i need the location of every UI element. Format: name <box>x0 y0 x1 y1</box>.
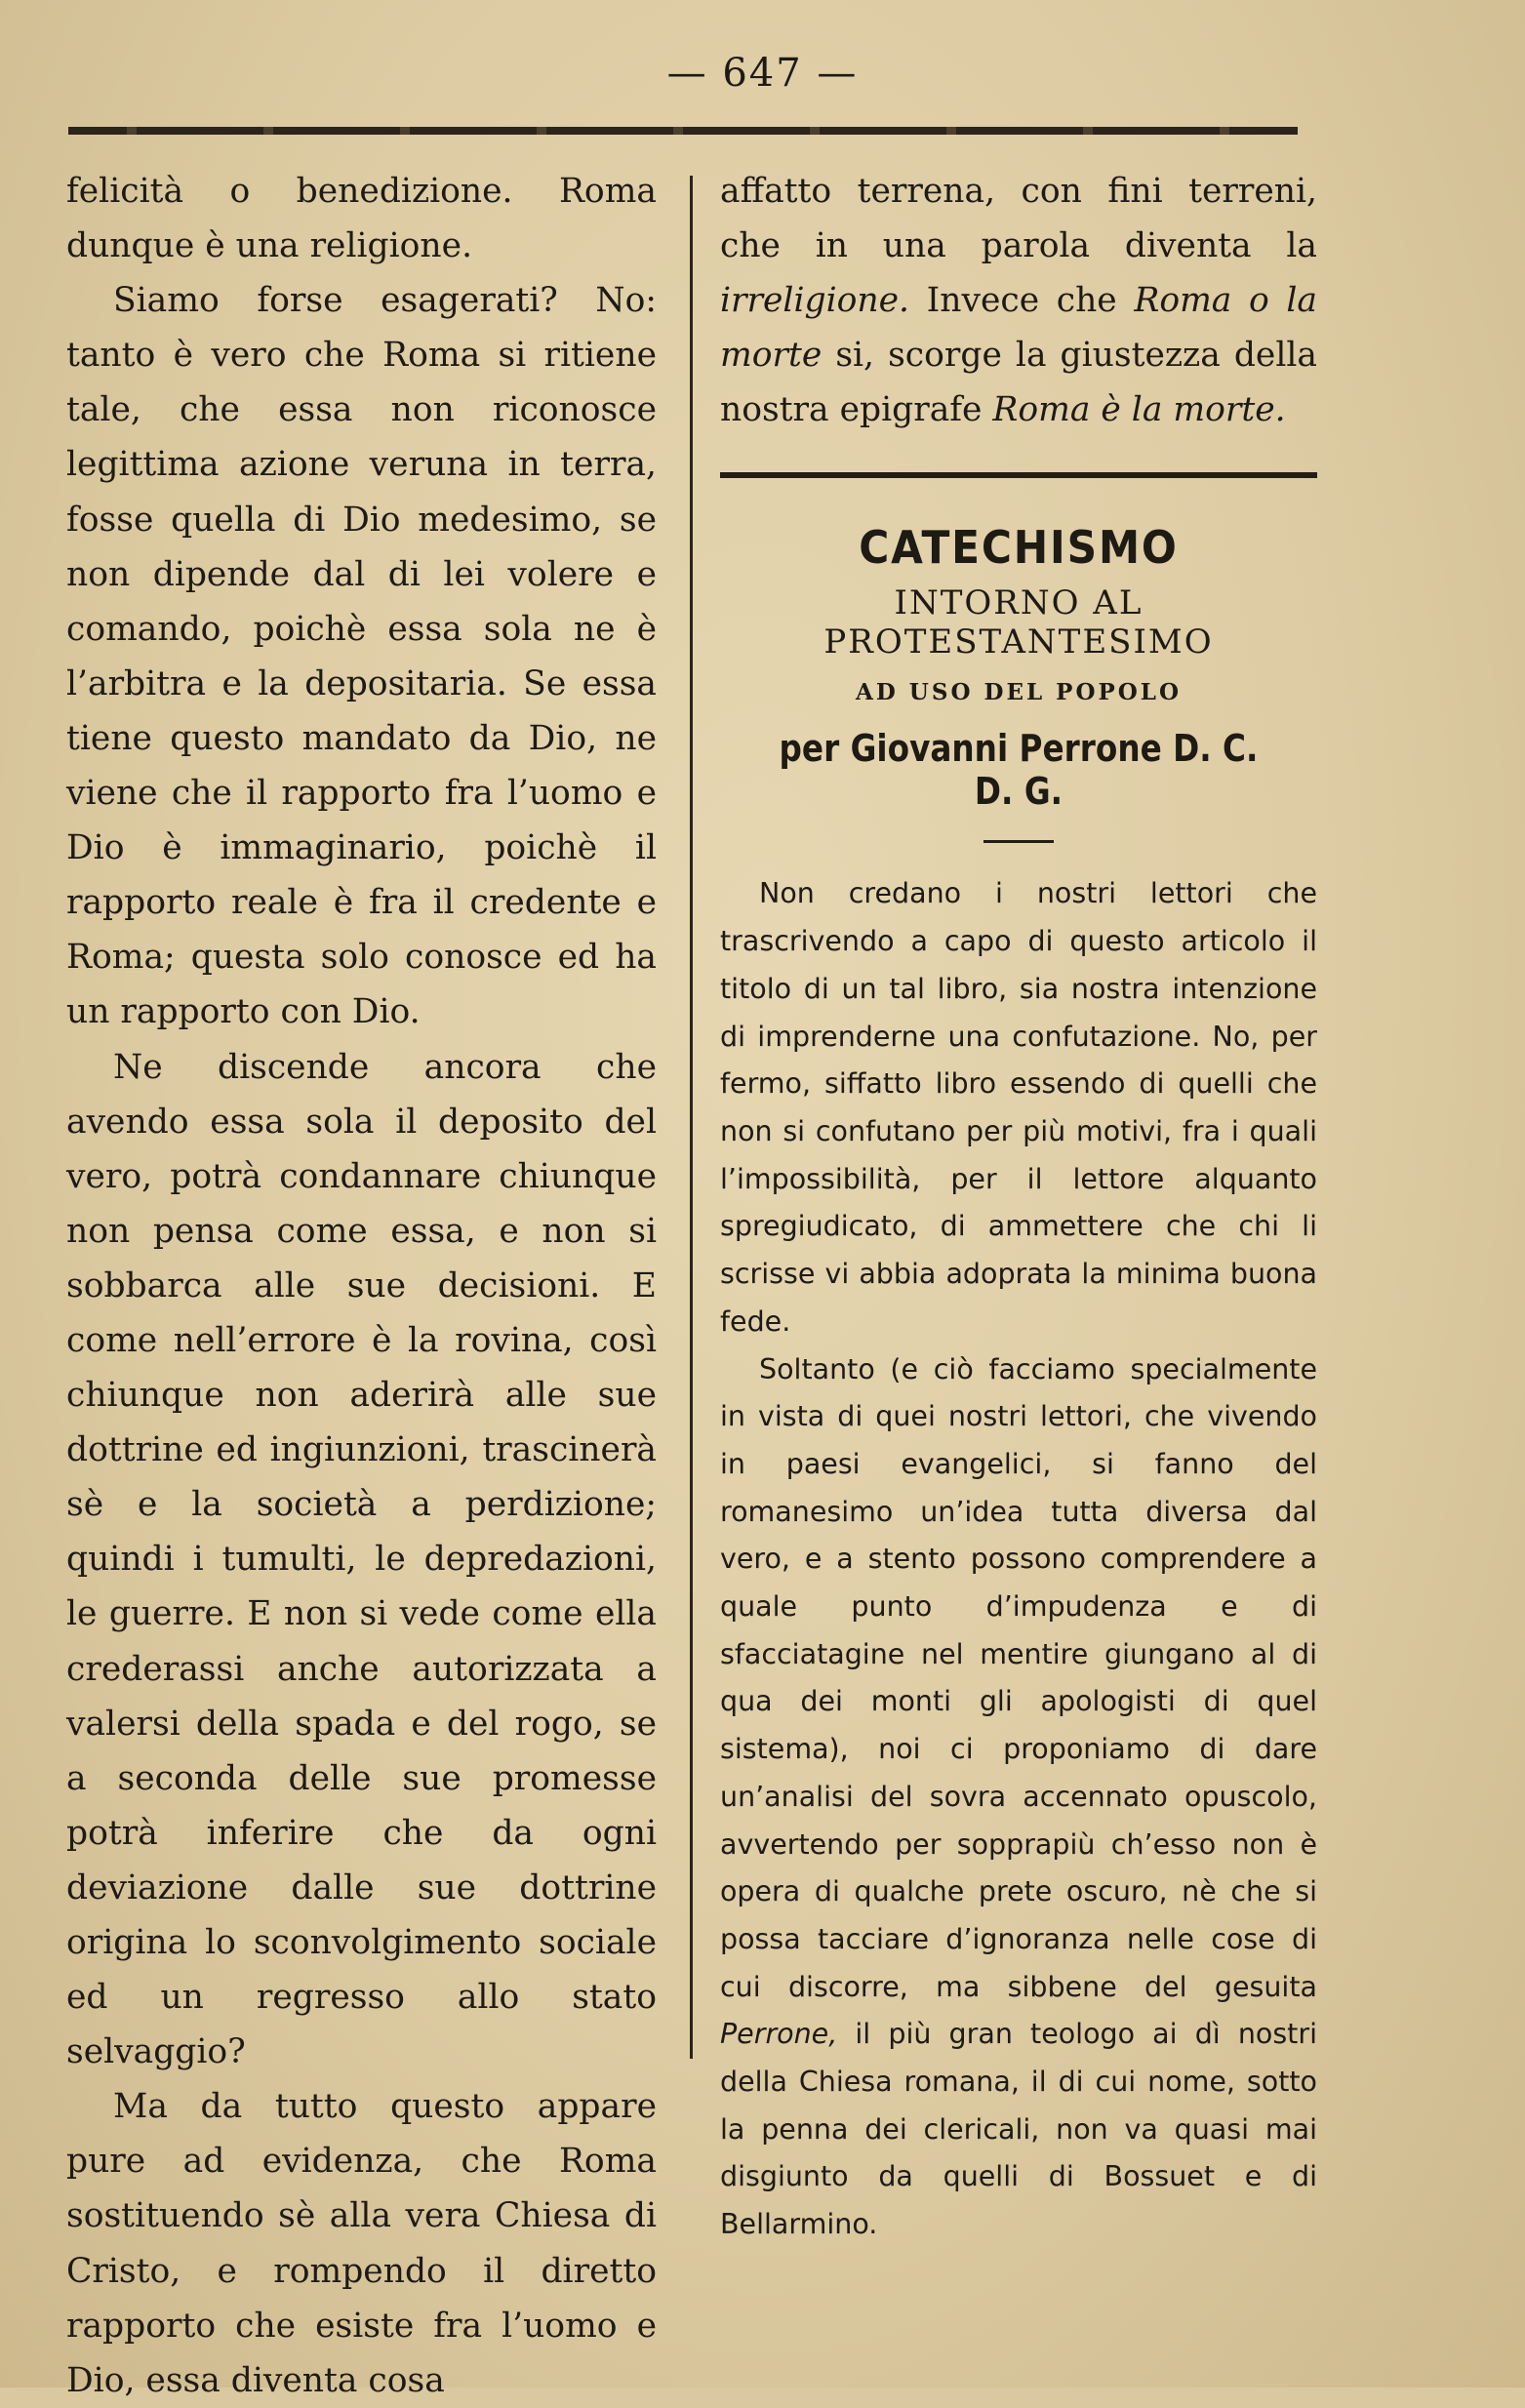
article-title: CATECHISMO <box>859 521 1179 575</box>
article-use-line: AD USO DEL POPOLO <box>855 679 1183 706</box>
article-paragraph-2: Soltanto (e ciò facciamo specialmente in vista di quei nostri lettori, che vivendo in paesi evangelici, si fanno del romanesimo un’idea tutta diversa dal vero, e a stento possono comprendere a quale punto d’impudenza e di sfacciatagine nel mentire giungano al di qua dei monti gli apologisti di quel sistema), noi ci proponiamo di dare un’analisi del sovra accennato opuscolo, avvertendo per sopprapiù ch’esso non è opera di qualche prete oscuro, nè che si possa tacciare d’ignoranza nelle cose di cui discorre, ma sibbene del gesuita Perrone, il più gran teologo ai dì nostri della Chiesa romana, il di cui nome, sotto la penna dei clericali, non va quasi mai disgiunto da quelli di Bossuet e di Bellarmino. <box>720 1352 1317 2241</box>
section-rule <box>720 472 1317 478</box>
italic-roma-o-la-morte: Roma o la morte <box>720 281 1317 376</box>
article-body <box>720 870 1317 2248</box>
left-paragraph-2: Siamo forse esagerati? No: tanto è vero che Roma si ritiene tale, che essa non riconosce legittima azione veruna in terra, fosse quella di Dio medesimo, se non dipende dal di lei volere e comando, poichè essa sola ne è l’arbitra e la depositaria. Se essa tiene questo mandato da Dio, ne viene che il rapporto fra l’uomo e Dio è immaginario, poichè il rapporto reale è fra il credente e Roma; questa solo conosce ed ha un rapporto con Dio. <box>66 281 657 1032</box>
right-intro-paragraph: affatto terrena, con fini terreni, che in una parola diventa la irreligione. Invece che Roma o la morte si, scorge la giustezza della nostra epigrafe Roma è la morte. <box>720 172 1317 430</box>
article-subtitle: INTORNO AL PROTESTANTESIMO <box>823 583 1214 662</box>
italic-irreligione: irreligione. <box>720 281 909 321</box>
left-paragraph-3: Ne discende ancora che avendo essa sola il deposito del vero, potrà condannare chiunque non pensa come essa, e non si sobbarca alle sue decisioni. E come nell’errore è la rovina, così chiunque non aderirà alle sue dottrine ed ingiunzioni, trascinerà sè e la società a perdizione; quindi i tumulti, le depredazioni, le guerre. E non si vede come ella crederassi anche autorizzata a valersi della spada e del rogo, se a seconda delle sue promesse potrà inferire che da ogni deviazione dalle sue dottrine origina lo sconvolgimento sociale ed un regresso allo stato selvaggio? <box>66 1047 657 2072</box>
title-short-rule <box>983 840 1054 843</box>
page-number: — 647 — <box>666 51 859 96</box>
italic-roma-e-la-morte: Roma è la morte. <box>992 390 1286 430</box>
italic-perrone: Perrone, <box>720 2018 838 2051</box>
left-column <box>66 164 657 2408</box>
article-author: per Giovanni Perrone D. C. D. G. <box>779 727 1259 814</box>
article-paragraph-1: Non credano i nostri lettori che trascrivendo a capo di questo articolo il titolo di un tal libro, sia nostra intenzione di imprenderne una confutazione. No, per fermo, siffatto libro essendo di quelli che non si confutano per più motivi, fra i quali l’impossibilità, per il lettore alquanto spregiudicato, di ammettere che chi li scrisse vi abbia adoprata la minima buona fede. <box>720 877 1317 1338</box>
left-paragraph-1: felicità o benedizione. Roma dunque è una religione. <box>66 172 657 266</box>
header-rule <box>68 127 1298 135</box>
right-column <box>720 164 1317 2249</box>
column-divider <box>690 176 693 2059</box>
left-paragraph-4: Ma da tutto questo appare pure ad evidenza, che Roma sostituendo sè alla vera Chiesa di Cristo, e rompendo il diretto rapporto che esiste fra l’uomo e Dio, essa diventa cosa <box>66 2087 657 2400</box>
